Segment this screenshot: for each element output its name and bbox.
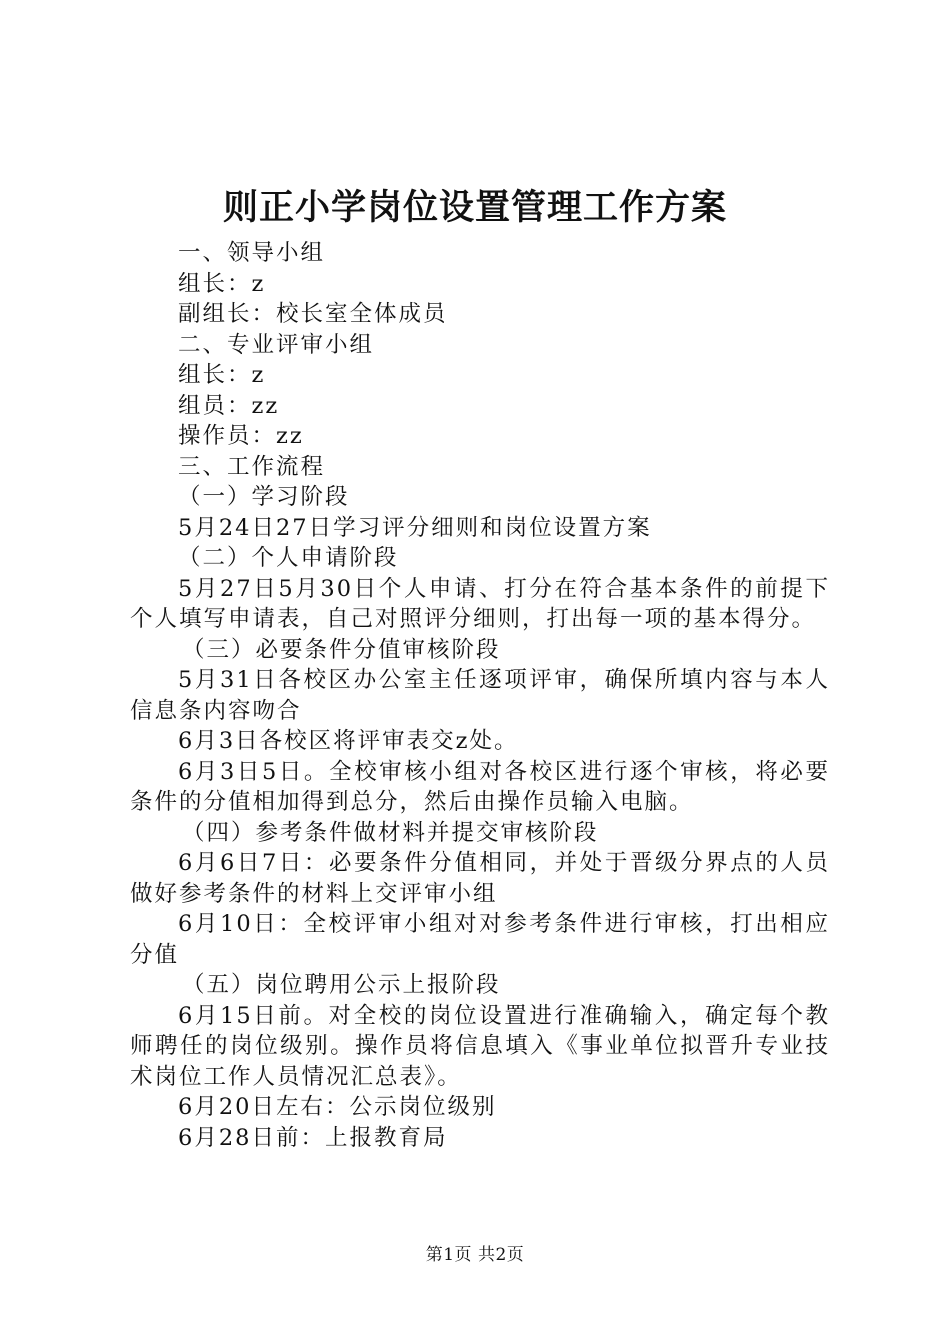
document-title: 则正小学岗位设置管理工作方案 [222, 187, 727, 228]
phase-heading-application: （二）个人申请阶段 [178, 545, 399, 571]
phase-heading-reference-materials: （四）参考条件做材料并提交审核阶段 [182, 819, 599, 846]
phase-publication-text-2: 6月20日左右：公示岗位级别 [178, 1094, 497, 1120]
section-heading-leadership: 一、领导小组 [178, 240, 326, 266]
phase-publication-text-3: 6月28日前：上报教育局 [178, 1124, 448, 1151]
phase-study-text: 5月24日27日学习评分细则和岗位设置方案 [178, 514, 652, 541]
phase-reference-materials-text-1: 6月6日7日：必要条件分值相同，并处于晋级分界点的人员做好参考条件的材料上交评审小组 [130, 850, 830, 907]
phase-reference-materials-text-2: 6月10日：全校评审小组对对参考条件进行审核，打出相应分值 [130, 911, 830, 968]
phase-required-review-text-1: 5月31日各校区办公室主任逐项评审，确保所填内容与本人信息条内容吻合 [130, 667, 830, 724]
phase-required-review-text-3: 6月3日5日。全校审核小组对各校区进行逐个审核，将必要条件的分值相加得到总分，然后由操作员输入电脑。 [130, 758, 830, 815]
review-group-members: 组员：zz [178, 392, 280, 419]
document-body [130, 238, 830, 1153]
phase-heading-study: （一）学习阶段 [178, 484, 350, 510]
phase-heading-required-review: （三）必要条件分值审核阶段 [182, 636, 501, 663]
section-heading-workflow: 三、工作流程 [178, 453, 326, 480]
section-heading-review-group: 二、专业评审小组 [178, 331, 375, 358]
phase-application-text: 5月27日5月30日个人申请、打分在符合基本条件的前提下个人填写申请表，自己对照评分细则，打出每一项的基本得分。 [130, 575, 830, 632]
leadership-leader: 组长：z [178, 270, 266, 297]
review-group-leader: 组长：z [178, 362, 266, 388]
page-footer: 第1页 共2页 [425, 1245, 525, 1265]
phase-publication-text-1: 6月15日前。对全校的岗位设置进行准确输入，确定每个教师聘任的岗位级别。操作员将信息填入《事业单位拟晋升专业技术岗位工作人员情况汇总表》。 [130, 1002, 830, 1090]
leadership-deputy: 副组长：校长室全体成员 [178, 301, 448, 327]
phase-heading-publication: （五）岗位聘用公示上报阶段 [182, 972, 501, 998]
review-group-operator: 操作员：zz [178, 423, 304, 449]
phase-required-review-text-2: 6月3日各校区将评审表交z处。 [178, 728, 519, 754]
